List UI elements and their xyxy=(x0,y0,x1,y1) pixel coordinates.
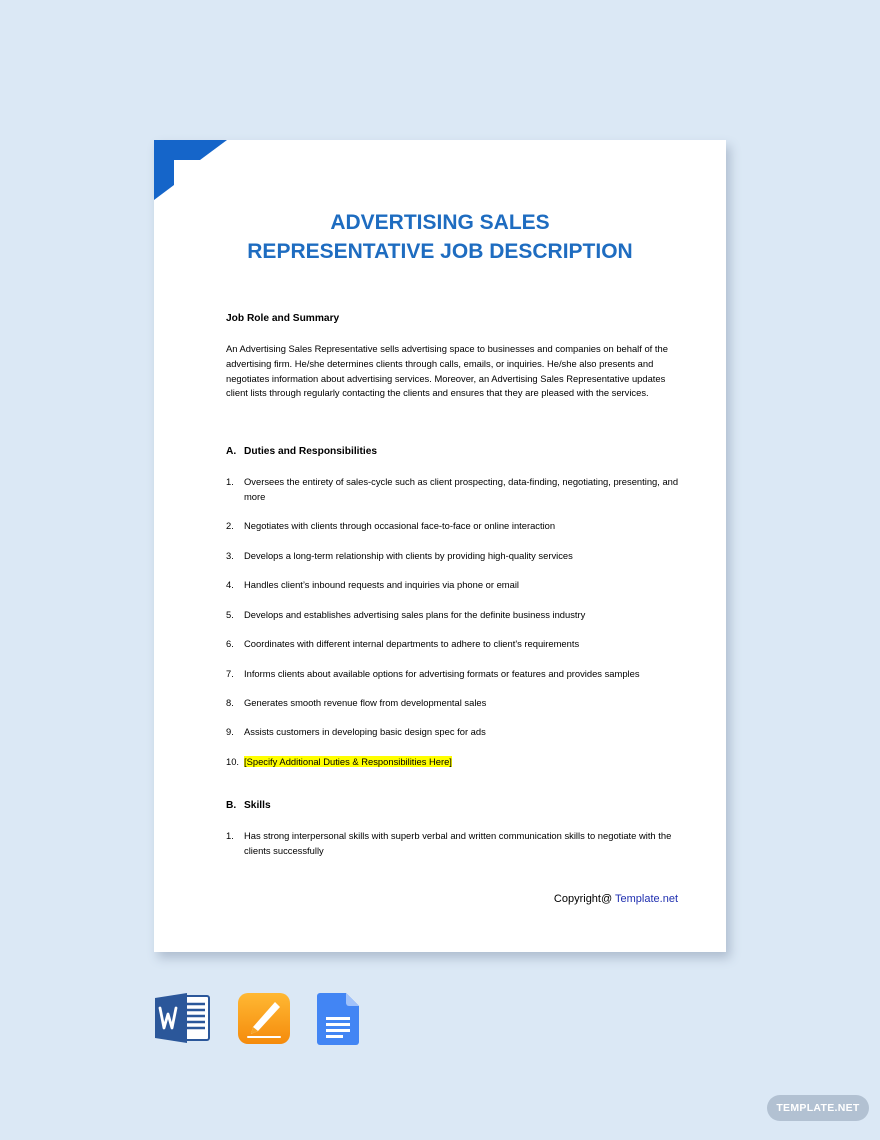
duty-number: 7. xyxy=(226,668,234,679)
duty-text: Handles client’s inbound requests and inquiries via phone or email xyxy=(244,579,519,590)
duty-item xyxy=(226,695,686,710)
copyright-prefix: Copyright@ xyxy=(553,893,613,905)
duties-section-title: Duties and Responsibilities xyxy=(244,446,378,457)
copyright-notice xyxy=(554,893,678,905)
duty-text: Develops a long-term relationship with clients by providing high-quality services xyxy=(244,550,573,561)
duty-item xyxy=(226,577,686,592)
template-net-badge[interactable]: TEMPLATE.NET xyxy=(767,1095,869,1121)
duty-number: 9. xyxy=(226,726,234,737)
document-title-line1: ADVERTISING SALES xyxy=(330,211,550,234)
skills-section-letter: B. xyxy=(226,800,237,811)
document-page xyxy=(154,140,726,952)
duties-section-letter: A. xyxy=(226,446,237,457)
duty-text: Negotiates with clients through occasional face-to-face or online interaction xyxy=(244,520,556,531)
highlighted-placeholder-text: [Specify Additional Duties & Responsibilities Here] xyxy=(244,756,452,767)
duty-text: Informs clients about available options for advertising formats or features and provides samples xyxy=(244,668,640,679)
word-icon[interactable] xyxy=(155,992,211,1044)
duty-item-placeholder xyxy=(226,754,686,769)
duty-item xyxy=(226,636,686,651)
summary-heading: Job Role and Summary xyxy=(226,313,340,324)
duty-text: Coordinates with different internal departments to adhere to client's requirements xyxy=(244,638,580,649)
duty-item xyxy=(226,548,686,563)
duty-text: Oversees the entirety of sales-cycle such as client prospecting, data-finding, negotiating, presenting, and more xyxy=(244,476,679,502)
duty-text: Generates smooth revenue flow from developmental sales xyxy=(244,697,487,708)
google-docs-icon[interactable] xyxy=(317,993,359,1045)
summary-paragraph: An Advertising Sales Representative sells advertising space to businesses and companies on behalf of the advertising firm. He/she determines clients through calls, emails, or inquiries. He/she also presents and negotiates information about advertising services. Moreover, an Advertising Sales Representative updates client lists through regularly contacting the clients and ensures that they are pleased with the services. xyxy=(226,343,668,399)
copyright-link[interactable]: Template.net xyxy=(615,893,678,905)
skill-text: Has strong interpersonal skills with superb verbal and written communication skills to negotiate with the clients successfully xyxy=(244,830,672,856)
duty-number: 6. xyxy=(226,638,234,649)
duty-number: 4. xyxy=(226,579,234,590)
duty-number: 8. xyxy=(226,697,234,708)
duty-text: Develops and establishes advertising sales plans for the definite business industry xyxy=(244,609,586,620)
duty-number: 5. xyxy=(226,609,234,620)
skills-section-heading xyxy=(226,800,271,811)
pages-icon[interactable] xyxy=(238,993,290,1044)
duty-item xyxy=(226,607,686,622)
duty-item xyxy=(226,724,686,739)
document-title xyxy=(154,208,726,266)
duty-number: 1. xyxy=(226,476,234,487)
duty-item xyxy=(226,518,686,533)
duties-section-heading xyxy=(226,446,377,457)
duty-item xyxy=(226,666,686,681)
duty-item xyxy=(226,474,686,504)
skill-number: 1. xyxy=(226,830,234,841)
duty-number: 10. xyxy=(226,756,240,767)
skill-item xyxy=(226,828,686,858)
document-title-line2: REPRESENTATIVE JOB DESCRIPTION xyxy=(247,240,633,263)
duty-number: 3. xyxy=(226,550,234,561)
duty-number: 2. xyxy=(226,520,234,531)
duty-text: Assists customers in developing basic design spec for ads xyxy=(244,726,486,737)
skills-section-title: Skills xyxy=(244,800,271,811)
corner-accent-shape xyxy=(154,140,228,202)
